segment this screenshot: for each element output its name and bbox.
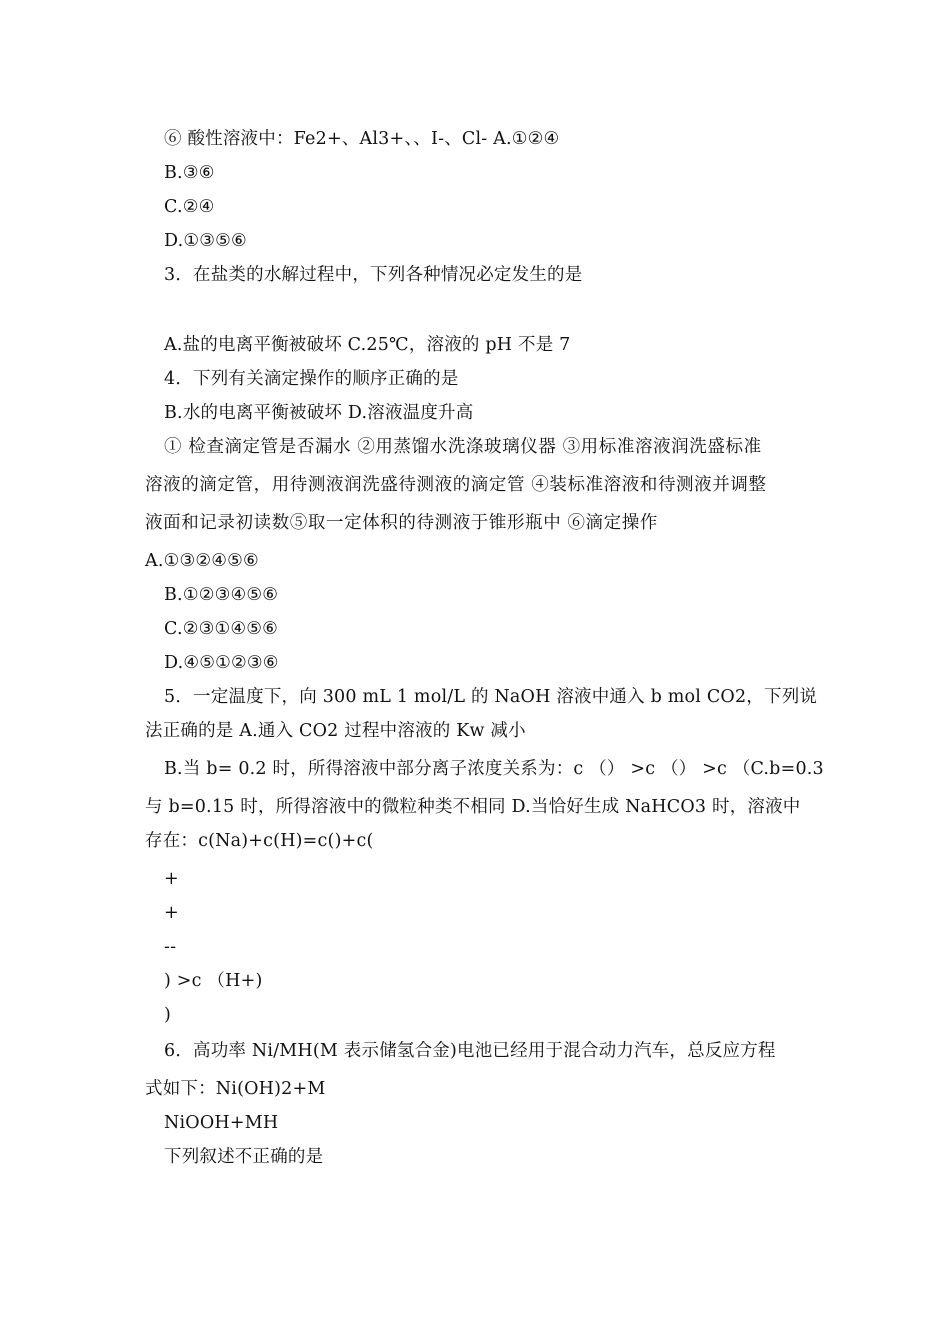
question-5-line-3: B.当 b= 0.2 时，所得溶液中部分离子浓度关系为：c （） >c （） >c （C.b=0.3	[164, 759, 824, 779]
question-5-line-2: 法正确的是 A.通入 CO2 过程中溶液的 Kw 减小	[145, 721, 526, 741]
question-3-options-a-c: A.盐的电离平衡被破坏 C.25℃，溶液的 pH 不是 7	[164, 335, 571, 355]
question-4-choice-c: C.②③①④⑤⑥	[164, 619, 279, 639]
text-line-choice-b: B.③⑥	[164, 163, 215, 183]
question-4-choice-b: B.①②③④⑤⑥	[164, 585, 279, 605]
question-6-prompt: 下列叙述不正确的是	[164, 1147, 324, 1167]
question-4-title: 4．下列有关滴定操作的顺序正确的是	[164, 369, 459, 389]
question-5-title: 5．一定温度下，向 300 mL 1 mol/L 的 NaOH 溶液中通入 b mol CO2，下列说	[164, 687, 818, 707]
text-line-choice-c: C.②④	[164, 197, 215, 217]
fragment-concentration: ) >c （H+)	[164, 971, 263, 991]
fragment-plus-1: +	[164, 869, 179, 889]
question-4-steps-line-2: 溶液的滴定管，用待测液润洗盛待测液的滴定管 ④装标准溶液和待测液并调整	[145, 475, 767, 495]
text-line-choice-d: D.①③⑤⑥	[164, 231, 247, 251]
question-5-line-5: 存在：c(Na)+c(H)=c()+c(	[145, 831, 374, 851]
question-4-steps-line-3: 液面和记录初读数⑤取一定体积的待测液于锥形瓶中 ⑥滴定操作	[145, 513, 658, 533]
question-6-title: 6．高功率 Ni/MH(M 表示储氢合金)电池已经用于混合动力汽车，总反应方程	[164, 1041, 776, 1061]
question-4-steps-line-1: ① 检查滴定管是否漏水 ②用蒸馏水洗涤玻璃仪器 ③用标准溶液润洗盛标准	[164, 437, 762, 457]
question-6-equation-left: 式如下：Ni(OH)2+M	[145, 1079, 326, 1099]
fragment-minus: --	[164, 937, 177, 957]
question-3-title: 3．在盐类的水解过程中，下列各种情况必定发生的是	[164, 265, 583, 285]
fragment-plus-2: +	[164, 903, 179, 923]
question-3-options-b-d: B.水的电离平衡被破坏 D.溶液温度升高	[164, 403, 474, 423]
question-6-equation-right: NiOOH+MH	[164, 1113, 279, 1133]
text-line-option-6: ⑥ 酸性溶液中：Fe2+、Al3+、、I-、Cl- A.①②④	[164, 129, 560, 149]
question-5-line-4: 与 b=0.15 时，所得溶液中的微粒种类不相同 D.当恰好生成 NaHCO3 时，溶液中	[145, 797, 801, 817]
question-4-choice-a: A.①③②④⑤⑥	[145, 551, 259, 571]
fragment-closing-paren: )	[164, 1005, 172, 1025]
question-4-choice-d: D.④⑤①②③⑥	[164, 653, 279, 673]
